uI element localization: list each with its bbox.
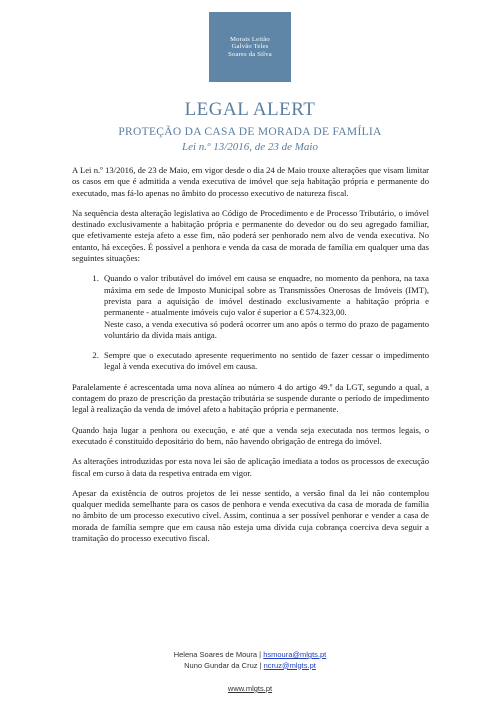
- list-item: [101, 273, 429, 341]
- contact-name: Nuno Gundar da Cruz |: [184, 660, 262, 670]
- logo-line-2: Galvão Teles: [231, 43, 269, 51]
- paragraph-lgt: Paralelamente é acrescentada uma nova alínea ao número 4 do artigo 49.º da LGT, segundo a qual, a contagem do prazo de prescrição da prestação tributária se suspende durante o período de impedimento legal à realização da venda de imóvel afeto a habitação própria e permanente.: [72, 381, 429, 415]
- paragraph-exceptions: Na sequência desta alteração legislativa ao Código de Procedimento e de Processo Tributário, o imóvel destinado exclusivamente a habitação própria e permanente do devedor ou do seu agregado familiar, que efetivamente esteja afeto a esse fim, não poderá ser penhorado nem alvo de venda executiva. No entanto, há exceções. É possível a penhora e venda da casa de morada de família em qualquer uma das seguintes situações:: [72, 207, 429, 264]
- list-item-text: Sempre que o executado apresente requerimento no sentido de fazer cessar o impedimento legal à venda executiva do imóvel em causa.: [104, 350, 429, 372]
- firm-logo: [209, 12, 291, 82]
- list-item-note: Neste caso, a venda executiva só poderá ocorrer um ano após o termo do prazo de pagamento voluntário da dívida mais antiga.: [104, 318, 429, 340]
- website-link[interactable]: www.mlgts.pt: [227, 684, 273, 693]
- paragraph-application: As alterações introduzidas por esta nova lei são de aplicação imediata a todos os processos de execução fiscal em curso à data da respetiva entrada em vigor.: [72, 456, 429, 478]
- email-link[interactable]: ncruz@mlgts.pt: [263, 660, 316, 670]
- contact-line: [0, 650, 500, 661]
- logo-line-3: Soares da Silva: [228, 50, 272, 58]
- paragraph-depositary: Quando haja lugar a penhora ou execução, e até que a venda seja executada nos termos legais, o executado é constituído depositário do bem, não havendo obrigação de entrega do imóvel.: [72, 424, 429, 446]
- contact-name: Helena Soares de Moura |: [173, 650, 262, 659]
- logo-line-1: Morais Leitão: [230, 35, 270, 43]
- contacts: [0, 650, 500, 671]
- paragraph-conclusion: Apesar da existência de outros projetos de lei nesse sentido, a versão final da lei não contemplou qualquer medida semelhante para os casos de penhora e venda executiva da casa de morada de família no âmbito de um processo executivo cível. Assim, continua a ser possível penhorar e vender a casa de morada de família sempre que em causa não esteja uma dívida cuja cobrança coerciva deva seguir a tramitação do processo executivo fiscal.: [72, 487, 429, 544]
- contact-line: [0, 661, 500, 672]
- list-item: [101, 350, 429, 373]
- exceptions-list: [72, 273, 429, 372]
- page-title: LEGAL ALERT: [184, 99, 316, 120]
- list-item-text: Quando o valor tributável do imóvel em causa se enquadre, no momento da penhora, na taxa máxima em sede de Imposto Municipal sobre as Transmissões Onerosas de Imóveis (IMT), prevista para a aquisição de imóvel destinado exclusivamente a habitação própria e permanente - atualmente imóveis cujo valor é superior a € 574.323,00.: [104, 273, 429, 318]
- email-link[interactable]: hsmoura@mlgts.pt: [263, 650, 327, 659]
- law-reference: Lei n.º 13/2016, de 23 de Maio: [181, 141, 318, 153]
- page-subtitle: PROTEÇÃO DA CASA DE MORADA DE FAMÍLIA: [118, 126, 382, 138]
- article-body: [72, 165, 429, 553]
- paragraph-intro: A Lei n.º 13/2016, de 23 de Maio, em vigor desde o dia 24 de Maio trouxe alterações que visam limitar os casos em que é admitida a venda executiva de imóvel que seja habitação própria e permanente do executado, mas fá-lo apenas no âmbito do processo executivo de natureza fiscal.: [72, 165, 429, 198]
